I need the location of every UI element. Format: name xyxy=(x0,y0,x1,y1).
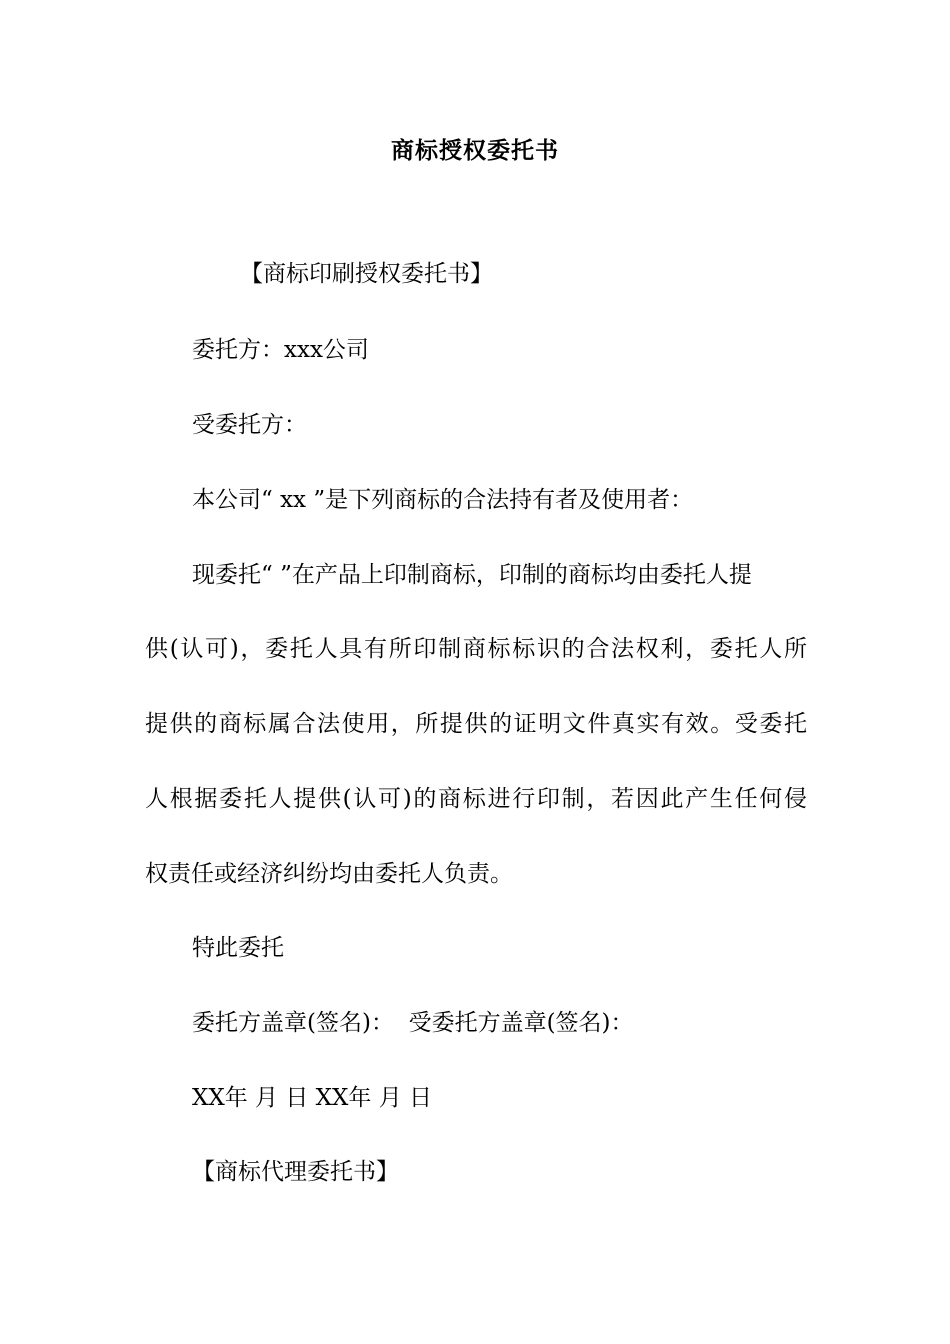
ownership-statement: 本公司“ xx ”是下列商标的合法持有者及使用者： xyxy=(192,487,694,513)
section-heading-printing: 【商标印刷授权委托书】 xyxy=(240,261,493,287)
body-paragraph-line: 人根据委托人提供(认可)的商标进行印制，若因此产生任何侵 xyxy=(145,786,807,812)
date-line: XX年 月 日 XX年 月 日 xyxy=(192,1085,433,1111)
body-paragraph-line: 提供的商标属合法使用，所提供的证明文件真实有效。受委托 xyxy=(145,711,807,737)
body-paragraph-line: 权责任或经济纠纷均由委托人负责。 xyxy=(145,861,513,887)
body-paragraph-line: 现委托“ ”在产品上印制商标，印制的商标均由委托人提 xyxy=(192,562,752,588)
body-paragraph-line: 供(认可)，委托人具有所印制商标标识的合法权利，委托人所 xyxy=(145,636,807,662)
document-title: 商标授权委托书 xyxy=(391,138,559,164)
principal-line: 委托方：xxx公司 xyxy=(192,337,369,363)
closing-line: 特此委托 xyxy=(192,935,284,961)
agent-line: 受委托方： xyxy=(192,412,307,438)
section-heading-agency: 【商标代理委托书】 xyxy=(192,1159,399,1185)
signature-line: 委托方盖章(签名)： 受委托方盖章(签名)： xyxy=(192,1010,634,1036)
